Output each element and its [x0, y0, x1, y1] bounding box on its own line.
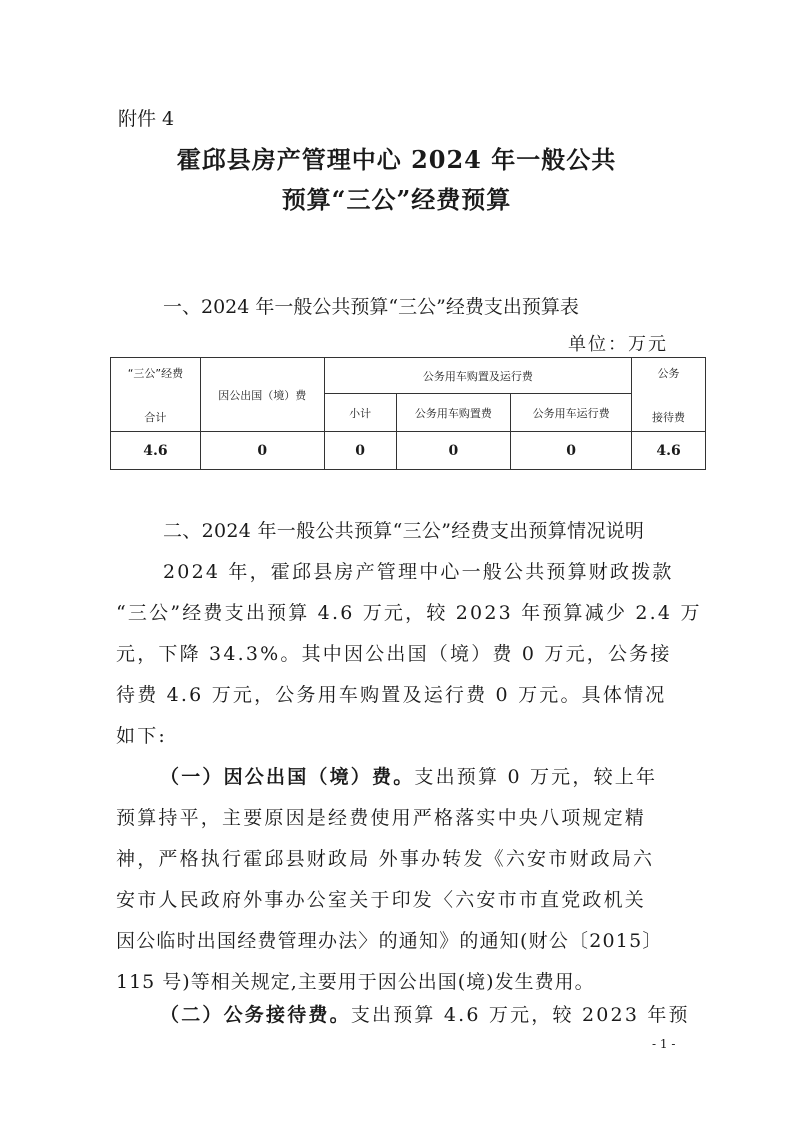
table-row [111, 432, 706, 470]
item1-text: 支出预算 0 万元，较上年 [414, 766, 658, 788]
paragraph-line: 因公临时出国经费管理办法〉的通知》的通知(财公〔2015〕 [116, 930, 663, 952]
paragraph-line: 115 号)等相关规定,主要用于因公出国(境)发生费用。 [116, 971, 595, 993]
section1-heading: 一、2024 年一般公共预算“三公”经费支出预算表 [163, 296, 579, 318]
paragraph-line: 如下: [116, 725, 168, 747]
document-title-line2: 预算“三公”经费预算 [281, 185, 512, 214]
value-abroad: 0 [200, 432, 324, 470]
budget-table [110, 357, 706, 470]
paragraph-line: 待费 4.6 万元，公务用车购置及运行费 0 万元。具体情况 [116, 684, 667, 706]
item1-first-line [160, 762, 690, 789]
value-vehicle-operation: 0 [511, 432, 632, 470]
paragraph-line: “三公”经费支出预算 4.6 万元，较 2023 年预算减少 2.4 万 [116, 602, 702, 624]
header-vehicle-operation: 公务用车运行费 [511, 394, 632, 432]
value-total: 4.6 [111, 432, 201, 470]
paragraph-line: 2024 年，霍邱县房产管理中心一般公共预算财政拨款 [163, 561, 674, 583]
unit-label: 单位：万元 [568, 334, 668, 355]
attachment-label: 附件 4 [118, 108, 175, 130]
header-reception-line1: 公务 [657, 366, 680, 380]
document-title-line1: 霍邱县房产管理中心 2024 年一般公共 [176, 145, 617, 174]
header-vehicle-subtotal: 小计 [324, 394, 396, 432]
value-vehicle-purchase: 0 [396, 432, 511, 470]
header-reception-line2: 接待费 [652, 410, 686, 424]
table-header-row [111, 358, 706, 394]
page-number: - 1 - [652, 1037, 676, 1051]
paragraph-line: 预算持平，主要原因是经费使用严格落实中央八项规定精 [116, 807, 647, 829]
paragraph-line: 元，下降 34.3%。其中因公出国（境）费 0 万元，公务接 [116, 643, 672, 665]
header-vehicle-purchase: 公务用车购置费 [396, 394, 511, 432]
header-total-line2: 合计 [144, 410, 167, 424]
header-reception [632, 358, 706, 432]
value-vehicle-subtotal: 0 [324, 432, 396, 470]
header-total [111, 358, 201, 432]
paragraph-line: 神，严格执行霍邱县财政局 外事办转发《六安市财政局六 [116, 848, 655, 870]
item2-heading: （二）公务接待费。 [160, 1004, 351, 1026]
section2-heading: 二、2024 年一般公共预算“三公”经费支出预算情况说明 [163, 520, 645, 542]
value-reception: 4.6 [632, 432, 706, 470]
item2-first-line [160, 1000, 690, 1027]
item1-heading: （一）因公出国（境）费。 [160, 766, 415, 788]
header-total-line1: “三公”经费 [127, 366, 184, 380]
header-abroad: 因公出国（境）费 [200, 358, 324, 432]
item2-text: 支出预算 4.6 万元，较 2023 年预 [350, 1004, 690, 1026]
paragraph-line: 安市人民政府外事办公室关于印发〈六安市市直党政机关 [116, 889, 647, 911]
header-vehicle-group: 公务用车购置及运行费 [324, 358, 631, 394]
